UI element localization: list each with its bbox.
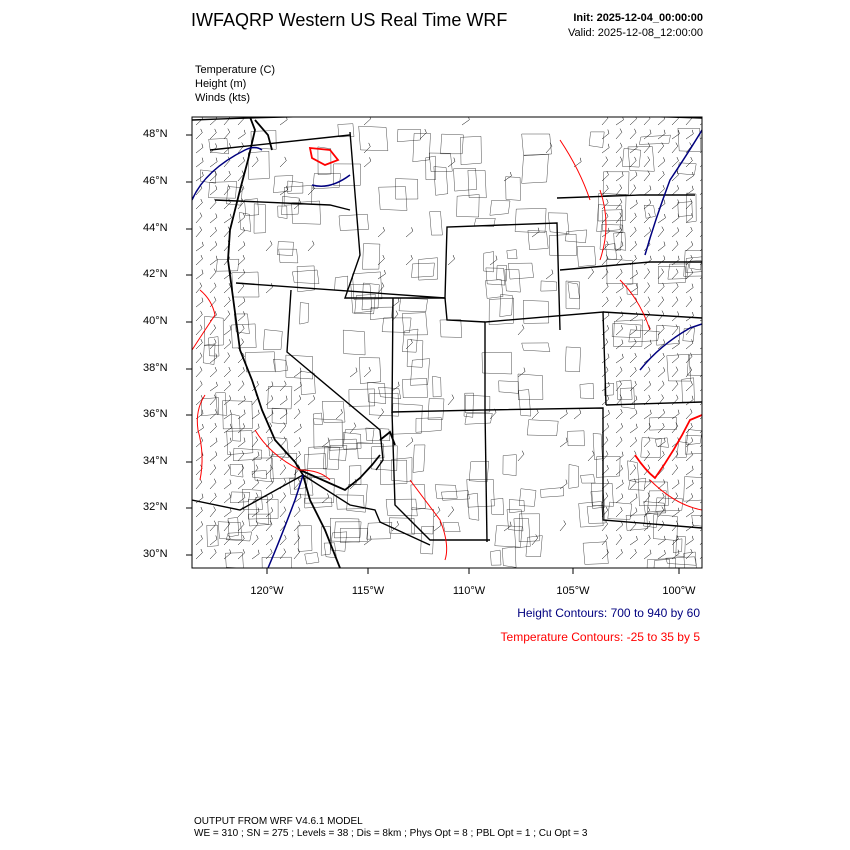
legend-winds: Winds (kts): [195, 92, 250, 104]
lat-label: 34°N: [143, 455, 168, 467]
lat-label: 44°N: [143, 222, 168, 234]
lat-label: 30°N: [143, 548, 168, 560]
lat-tick-marks: [186, 135, 192, 555]
valid-time: Valid: 2025-12-08_12:00:00: [568, 27, 703, 39]
height-contour-note: Height Contours: 700 to 940 by 60: [517, 606, 700, 620]
lat-label: 38°N: [143, 362, 168, 374]
map-frame: [192, 117, 702, 568]
lat-label: 36°N: [143, 408, 168, 420]
lon-label: 115°W: [351, 585, 385, 597]
legend-height: Height (m): [195, 78, 247, 90]
init-time: Init: 2025-12-04_00:00:00: [573, 12, 703, 24]
lon-label: 105°W: [556, 585, 590, 597]
model-config: WE = 310 ; SN = 275 ; Levels = 38 ; Dis = 8km ; Phys Opt = 8 ; PBL Opt = 1 ; Cu Opt = 3: [194, 828, 588, 839]
temperature-contour-note: Temperature Contours: -25 to 35 by 5: [500, 630, 700, 644]
lat-label: 40°N: [143, 315, 168, 327]
lat-label: 46°N: [143, 175, 168, 187]
lat-label: 48°N: [143, 128, 168, 140]
lat-label: 42°N: [143, 268, 168, 280]
lon-label: 120°W: [250, 585, 284, 597]
lon-label: 100°W: [662, 585, 696, 597]
lon-tick-marks: [267, 568, 679, 574]
map-title: IWFAQRP Western US Real Time WRF: [191, 10, 508, 30]
lat-label: 32°N: [143, 501, 168, 513]
lon-label: 110°W: [452, 585, 486, 597]
legend-temperature: Temperature (C): [195, 64, 276, 76]
model-info: OUTPUT FROM WRF V4.6.1 MODEL: [194, 816, 363, 827]
